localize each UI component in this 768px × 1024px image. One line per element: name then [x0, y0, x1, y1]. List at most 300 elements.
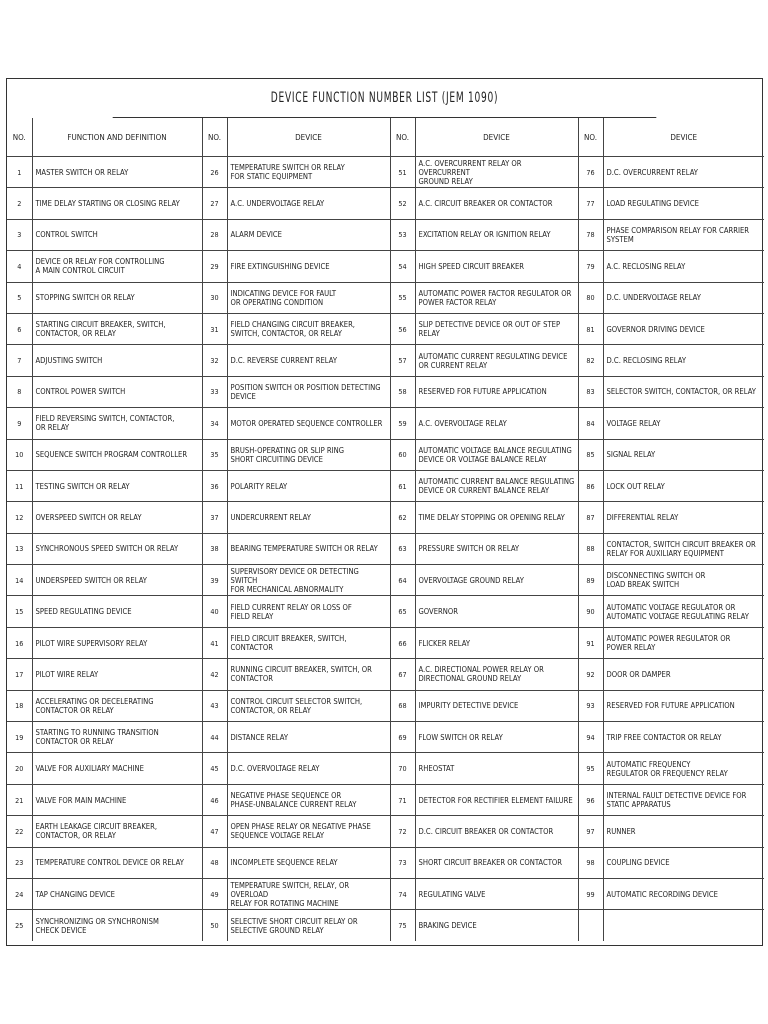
device-number: 71	[390, 784, 415, 815]
device-number: 85	[578, 439, 603, 470]
device-number: 22	[7, 816, 32, 847]
device-description-cell	[415, 533, 578, 564]
device-description: STARTING TO RUNNING TRANSITION CONTACTOR OR RELAY	[35, 728, 159, 747]
device-number: 77	[578, 188, 603, 219]
device-description: FIELD CURRENT RELAY OR LOSS OF FIELD RELAY	[230, 602, 352, 621]
device-description: REGULATING VALVE	[418, 889, 486, 899]
device-description-cell	[227, 313, 390, 344]
device-description-cell	[603, 157, 764, 188]
device-description-cell	[227, 596, 390, 627]
device-description-cell	[32, 376, 202, 407]
device-description: FIELD CHANGING CIRCUIT BREAKER, SWITCH, CONTACTOR, OR RELAY	[230, 320, 355, 339]
table-row	[7, 157, 764, 188]
table-row	[7, 784, 764, 815]
device-description: OVERSPEED SWITCH OR RELAY	[35, 512, 142, 522]
device-number: 43	[202, 690, 227, 721]
device-number: 36	[202, 470, 227, 501]
device-description: D.C. RECLOSING RELAY	[606, 356, 687, 366]
device-description-cell	[603, 910, 764, 941]
device-number: 38	[202, 533, 227, 564]
device-description-cell	[415, 219, 578, 250]
device-description-cell	[32, 345, 202, 376]
device-description: DISCONNECTING SWITCH OR LOAD BREAK SWITCH	[606, 571, 706, 590]
device-number: 27	[202, 188, 227, 219]
header-device: DEVICE	[415, 118, 578, 157]
device-description-cell	[227, 251, 390, 282]
device-number: 64	[390, 565, 415, 596]
device-number: 1	[7, 157, 32, 188]
device-description: ACCELERATING OR DECELERATING CONTACTOR OR RELAY	[35, 696, 154, 715]
device-description: IMPURITY DETECTIVE DEVICE	[418, 701, 519, 711]
device-description-cell	[603, 565, 764, 596]
device-description-cell	[227, 188, 390, 219]
header-function-and-definition: FUNCTION AND DEFINITION	[32, 118, 202, 157]
table-row	[7, 408, 764, 439]
device-number: 79	[578, 251, 603, 282]
device-number: 87	[578, 502, 603, 533]
device-description-cell	[603, 659, 764, 690]
device-description-cell	[603, 188, 764, 219]
device-description-cell	[603, 627, 764, 658]
table-row	[7, 502, 764, 533]
device-number: 31	[202, 313, 227, 344]
device-description: TIME DELAY STARTING OR CLOSING RELAY	[35, 199, 180, 209]
device-number: 8	[7, 376, 32, 407]
device-number: 42	[202, 659, 227, 690]
device-number: 54	[390, 251, 415, 282]
device-description: AUTOMATIC VOLTAGE REGULATOR OR AUTOMATIC VOLTAGE REGULATING RELAY	[606, 602, 749, 621]
device-number: 66	[390, 627, 415, 658]
device-number: 51	[390, 157, 415, 188]
device-description-cell	[32, 753, 202, 784]
device-description-cell	[32, 313, 202, 344]
device-description: STARTING CIRCUIT BREAKER, SWITCH, CONTACTOR, OR RELAY	[35, 320, 166, 339]
device-number: 47	[202, 816, 227, 847]
device-description-cell	[227, 690, 390, 721]
device-list-sheet	[6, 78, 763, 946]
device-number: 73	[390, 847, 415, 878]
device-description: INTERNAL FAULT DETECTIVE DEVICE FOR STATIC APPARATUS	[606, 791, 747, 809]
device-number: 11	[7, 470, 32, 501]
device-description-cell	[603, 439, 764, 470]
device-description-cell	[415, 596, 578, 627]
device-description-cell	[603, 784, 764, 815]
device-description: TEMPERATURE CONTROL DEVICE OR RELAY	[35, 858, 184, 868]
device-description: BRAKING DEVICE	[418, 921, 477, 931]
device-description: TESTING SWITCH OR RELAY	[35, 481, 130, 491]
device-description-cell	[227, 219, 390, 250]
device-description: FLICKER RELAY	[418, 638, 471, 648]
device-description: D.C. REVERSE CURRENT RELAY	[230, 356, 337, 366]
device-number: 96	[578, 784, 603, 815]
device-number: 86	[578, 470, 603, 501]
device-description: SEQUENCE SWITCH PROGRAM CONTROLLER	[35, 450, 188, 460]
table-row	[7, 188, 764, 219]
table-body	[7, 157, 764, 941]
device-description: SIGNAL RELAY	[606, 450, 656, 460]
device-description-cell	[603, 753, 764, 784]
device-description-cell	[227, 659, 390, 690]
page-title: DEVICE FUNCTION NUMBER LIST (JEM 1090)	[113, 79, 657, 118]
device-description: COUPLING DEVICE	[606, 858, 670, 868]
device-description-cell	[227, 816, 390, 847]
device-description: A.C. CIRCUIT BREAKER OR CONTACTOR	[418, 199, 553, 209]
device-description: AUTOMATIC VOLTAGE BALANCE REGULATING DEVICE OR VOLTAGE BALANCE RELAY	[418, 445, 572, 464]
device-description-cell	[227, 502, 390, 533]
device-description: UNDERSPEED SWITCH OR RELAY	[35, 575, 147, 585]
device-number: 5	[7, 282, 32, 313]
device-description: DOOR OR DAMPER	[606, 669, 671, 679]
device-number: 67	[390, 659, 415, 690]
device-description-cell	[415, 690, 578, 721]
device-description: SELECTIVE SHORT CIRCUIT RELAY OR SELECTIVE GROUND RELAY	[230, 916, 358, 935]
device-number: 3	[7, 219, 32, 250]
device-number: 9	[7, 408, 32, 439]
device-number: 48	[202, 847, 227, 878]
device-description: UNDERCURRENT RELAY	[230, 512, 311, 522]
device-number: 28	[202, 219, 227, 250]
device-description: FIELD CIRCUIT BREAKER, SWITCH, CONTACTOR	[230, 634, 347, 653]
device-number: 40	[202, 596, 227, 627]
table-row	[7, 282, 764, 313]
device-description: DIFFERENTIAL RELAY	[606, 512, 679, 522]
device-description-cell	[415, 345, 578, 376]
device-number: 14	[7, 565, 32, 596]
device-description-cell	[603, 313, 764, 344]
device-description: DETECTOR FOR RECTIFIER ELEMENT FAILURE	[418, 795, 573, 805]
device-description-cell	[603, 533, 764, 564]
device-number: 44	[202, 722, 227, 753]
device-number: 62	[390, 502, 415, 533]
device-description-cell	[227, 282, 390, 313]
device-description: FLOW SWITCH OR RELAY	[418, 732, 503, 742]
device-description-cell	[32, 439, 202, 470]
device-number: 98	[578, 847, 603, 878]
device-description-cell	[227, 910, 390, 941]
device-description: CONTROL CIRCUIT SELECTOR SWITCH, CONTACTOR, OR RELAY	[230, 696, 363, 715]
device-description: CONTROL POWER SWITCH	[35, 387, 126, 397]
device-number: 39	[202, 565, 227, 596]
device-description: A.C. OVERCURRENT RELAY OR OVERCURRENT GROUND RELAY	[418, 158, 522, 186]
device-description-cell	[415, 157, 578, 188]
device-description: TEMPERATURE SWITCH, RELAY, OR OVERLOAD RELAY FOR ROTATING MACHINE	[230, 880, 350, 908]
header-no: NO.	[202, 118, 227, 157]
device-description-cell	[415, 722, 578, 753]
device-number: 75	[390, 910, 415, 941]
header-device: DEVICE	[603, 118, 764, 157]
device-description: EXCITATION RELAY OR IGNITION RELAY	[418, 230, 551, 240]
device-description-cell	[415, 282, 578, 313]
device-description: AUTOMATIC RECORDING DEVICE	[606, 889, 718, 899]
device-description-cell	[415, 502, 578, 533]
table-row	[7, 596, 764, 627]
device-description-cell	[227, 847, 390, 878]
device-number: 18	[7, 690, 32, 721]
device-description-cell	[227, 753, 390, 784]
device-number: 89	[578, 565, 603, 596]
device-description-cell	[415, 627, 578, 658]
device-description: ALARM DEVICE	[230, 230, 282, 240]
table-row	[7, 533, 764, 564]
device-description-cell	[227, 439, 390, 470]
device-description: AUTOMATIC CURRENT REGULATING DEVICE OR CURRENT RELAY	[418, 351, 568, 370]
device-number: 29	[202, 251, 227, 282]
device-number: 25	[7, 910, 32, 941]
device-description-cell	[32, 596, 202, 627]
device-description-cell	[32, 816, 202, 847]
header-no: NO.	[390, 118, 415, 157]
device-description-cell	[32, 502, 202, 533]
device-description: A.C. RECLOSING RELAY	[606, 261, 686, 271]
device-number: 94	[578, 722, 603, 753]
device-description: SELECTOR SWITCH, CONTACTOR, OR RELAY	[606, 387, 756, 397]
device-description: SYNCHRONIZING OR SYNCHRONISM CHECK DEVICE	[35, 916, 159, 935]
device-description: ADJUSTING SWITCH	[35, 356, 103, 366]
device-description: PILOT WIRE RELAY	[35, 669, 99, 679]
device-description: TEMPERATURE SWITCH OR RELAY FOR STATIC EQUIPMENT	[230, 163, 345, 182]
device-description: GOVERNOR	[418, 607, 459, 617]
device-description-cell	[603, 816, 764, 847]
device-number: 16	[7, 627, 32, 658]
device-number: 95	[578, 753, 603, 784]
device-number: 58	[390, 376, 415, 407]
device-description: SHORT CIRCUIT BREAKER OR CONTACTOR	[418, 858, 563, 868]
device-number: 19	[7, 722, 32, 753]
device-number: 17	[7, 659, 32, 690]
device-description: SLIP DETECTIVE DEVICE OR OUT OF STEP RELAY	[418, 320, 561, 339]
table-row	[7, 690, 764, 721]
device-description-cell	[32, 627, 202, 658]
device-description: RESERVED FOR FUTURE APPLICATION	[418, 387, 547, 397]
device-description-cell	[32, 470, 202, 501]
device-description: POSITION SWITCH OR POSITION DETECTING DEVICE	[230, 382, 381, 401]
table-row	[7, 470, 764, 501]
device-description: BEARING TEMPERATURE SWITCH OR RELAY	[230, 544, 378, 554]
device-number: 37	[202, 502, 227, 533]
device-description: RUNNING CIRCUIT BREAKER, SWITCH, OR CONTACTOR	[230, 665, 372, 684]
device-number: 91	[578, 627, 603, 658]
device-description: PHASE COMPARISON RELAY FOR CARRIER SYSTEM	[606, 225, 750, 244]
device-description: OPEN PHASE RELAY OR NEGATIVE PHASE SEQUENCE VOLTAGE RELAY	[230, 822, 371, 841]
device-number: 15	[7, 596, 32, 627]
device-description-cell	[227, 376, 390, 407]
device-description-cell	[415, 188, 578, 219]
header-no: NO.	[7, 118, 32, 157]
device-description-cell	[32, 408, 202, 439]
device-number: 52	[390, 188, 415, 219]
device-number: 78	[578, 219, 603, 250]
table-row	[7, 219, 764, 250]
header-no: NO.	[578, 118, 603, 157]
table-row	[7, 910, 764, 941]
table-row	[7, 251, 764, 282]
device-number: 63	[390, 533, 415, 564]
device-description: SUPERVISORY DEVICE OR DETECTING SWITCH FOR MECHANICAL ABNORMALITY	[230, 566, 359, 594]
device-description: INDICATING DEVICE FOR FAULT OR OPERATING CONDITION	[230, 288, 337, 307]
device-description: TRIP FREE CONTACTOR OR RELAY	[606, 732, 722, 742]
device-description-cell	[415, 659, 578, 690]
device-description: DEVICE OR RELAY FOR CONTROLLING A MAIN CONTROL CIRCUIT	[35, 257, 165, 276]
device-description-cell	[415, 816, 578, 847]
device-description: TIME DELAY STOPPING OR OPENING RELAY	[418, 512, 565, 522]
device-description-cell	[227, 722, 390, 753]
device-description-cell	[415, 878, 578, 909]
device-description-cell	[227, 627, 390, 658]
device-number: 32	[202, 345, 227, 376]
device-number: 30	[202, 282, 227, 313]
table-row	[7, 376, 764, 407]
device-description-cell	[32, 219, 202, 250]
device-description-cell	[415, 470, 578, 501]
device-description-cell	[32, 910, 202, 941]
device-description-cell	[415, 408, 578, 439]
device-description: TAP CHANGING DEVICE	[35, 889, 115, 899]
device-number: 57	[390, 345, 415, 376]
device-number: 53	[390, 219, 415, 250]
device-number: 10	[7, 439, 32, 470]
device-description-cell	[32, 690, 202, 721]
device-number: 23	[7, 847, 32, 878]
device-number: 93	[578, 690, 603, 721]
device-description-cell	[32, 188, 202, 219]
device-number: 82	[578, 345, 603, 376]
device-function-table	[7, 118, 764, 941]
device-description: A.C. DIRECTIONAL POWER RELAY OR DIRECTIONAL GROUND RELAY	[418, 665, 544, 684]
device-description-cell	[32, 784, 202, 815]
device-description-cell	[415, 784, 578, 815]
device-description: D.C. UNDERVOLTAGE RELAY	[606, 293, 701, 303]
device-description: HIGH SPEED CIRCUIT BREAKER	[418, 261, 525, 271]
device-description-cell	[32, 282, 202, 313]
device-number: 21	[7, 784, 32, 815]
device-number: 56	[390, 313, 415, 344]
device-number: 2	[7, 188, 32, 219]
device-description-cell	[603, 722, 764, 753]
table-row	[7, 439, 764, 470]
device-number: 70	[390, 753, 415, 784]
device-description: VOLTAGE RELAY	[606, 418, 661, 428]
device-description-cell	[227, 470, 390, 501]
device-description-cell	[32, 533, 202, 564]
device-description-cell	[415, 847, 578, 878]
header-device: DEVICE	[227, 118, 390, 157]
device-number: 49	[202, 878, 227, 909]
device-description-cell	[227, 157, 390, 188]
device-number: 20	[7, 753, 32, 784]
device-number: 59	[390, 408, 415, 439]
device-number: 34	[202, 408, 227, 439]
device-description-cell	[227, 408, 390, 439]
device-number: 50	[202, 910, 227, 941]
table-header-row	[7, 118, 764, 157]
device-description-cell	[32, 157, 202, 188]
device-number: 68	[390, 690, 415, 721]
device-number: 60	[390, 439, 415, 470]
device-number: 41	[202, 627, 227, 658]
device-description: POLARITY RELAY	[230, 481, 288, 491]
device-description: FIRE EXTINGUISHING DEVICE	[230, 261, 330, 271]
device-number	[578, 910, 603, 941]
device-number: 81	[578, 313, 603, 344]
device-number: 46	[202, 784, 227, 815]
device-number: 13	[7, 533, 32, 564]
device-description: LOCK OUT RELAY	[606, 481, 665, 491]
device-description: INCOMPLETE SEQUENCE RELAY	[230, 858, 338, 868]
device-description-cell	[32, 722, 202, 753]
device-description: D.C. OVERCURRENT RELAY	[606, 167, 698, 177]
device-description: AUTOMATIC FREQUENCY REGULATOR OR FREQUENCY RELAY	[606, 759, 728, 778]
device-number: 55	[390, 282, 415, 313]
device-number: 35	[202, 439, 227, 470]
device-description: STOPPING SWITCH OR RELAY	[35, 293, 135, 303]
device-description-cell	[32, 659, 202, 690]
device-description: AUTOMATIC CURRENT BALANCE REGULATING DEVICE OR CURRENT BALANCE RELAY	[418, 477, 575, 496]
table-row	[7, 847, 764, 878]
device-description: SPEED REGULATING DEVICE	[35, 607, 132, 617]
device-number: 83	[578, 376, 603, 407]
device-description-cell	[603, 376, 764, 407]
device-description: VALVE FOR MAIN MACHINE	[35, 795, 127, 805]
device-description: D.C. CIRCUIT BREAKER OR CONTACTOR	[418, 826, 554, 836]
device-description: LOAD REGULATING DEVICE	[606, 199, 699, 209]
device-description: PILOT WIRE SUPERVISORY RELAY	[35, 638, 148, 648]
device-number: 74	[390, 878, 415, 909]
device-number: 84	[578, 408, 603, 439]
device-description-cell	[227, 784, 390, 815]
device-number: 97	[578, 816, 603, 847]
device-number: 7	[7, 345, 32, 376]
device-description-cell	[603, 502, 764, 533]
device-description-cell	[32, 847, 202, 878]
device-description-cell	[415, 910, 578, 941]
device-description-cell	[32, 251, 202, 282]
device-number: 90	[578, 596, 603, 627]
device-description-cell	[603, 847, 764, 878]
device-number: 45	[202, 753, 227, 784]
device-description-cell	[415, 313, 578, 344]
device-description-cell	[603, 251, 764, 282]
device-description-cell	[603, 219, 764, 250]
device-description-cell	[227, 533, 390, 564]
device-description-cell	[32, 878, 202, 909]
table-row	[7, 722, 764, 753]
device-description: CONTACTOR, SWITCH CIRCUIT BREAKER OR RELAY FOR AUXILIARY EQUIPMENT	[606, 539, 756, 558]
device-description: AUTOMATIC POWER REGULATOR OR POWER RELAY	[606, 634, 731, 653]
device-number: 4	[7, 251, 32, 282]
device-description-cell	[415, 439, 578, 470]
device-number: 80	[578, 282, 603, 313]
device-description-cell	[227, 565, 390, 596]
device-description-cell	[227, 878, 390, 909]
table-row	[7, 753, 764, 784]
table-row	[7, 565, 764, 596]
device-description-cell	[603, 408, 764, 439]
device-description: DISTANCE RELAY	[230, 732, 289, 742]
table-row	[7, 345, 764, 376]
device-description: OVERVOLTAGE GROUND RELAY	[418, 575, 524, 585]
table-row	[7, 659, 764, 690]
device-description: RHEOSTAT	[418, 764, 455, 774]
device-number: 92	[578, 659, 603, 690]
device-description-cell	[603, 596, 764, 627]
device-description: NEGATIVE PHASE SEQUENCE OR PHASE-UNBALANCE CURRENT RELAY	[230, 791, 357, 809]
device-number: 72	[390, 816, 415, 847]
device-description-cell	[415, 565, 578, 596]
device-description: BRUSH-OPERATING OR SLIP RING SHORT CIRCUITING DEVICE	[230, 445, 345, 464]
device-number: 69	[390, 722, 415, 753]
table-row	[7, 878, 764, 909]
device-description: PRESSURE SWITCH OR RELAY	[418, 544, 520, 554]
